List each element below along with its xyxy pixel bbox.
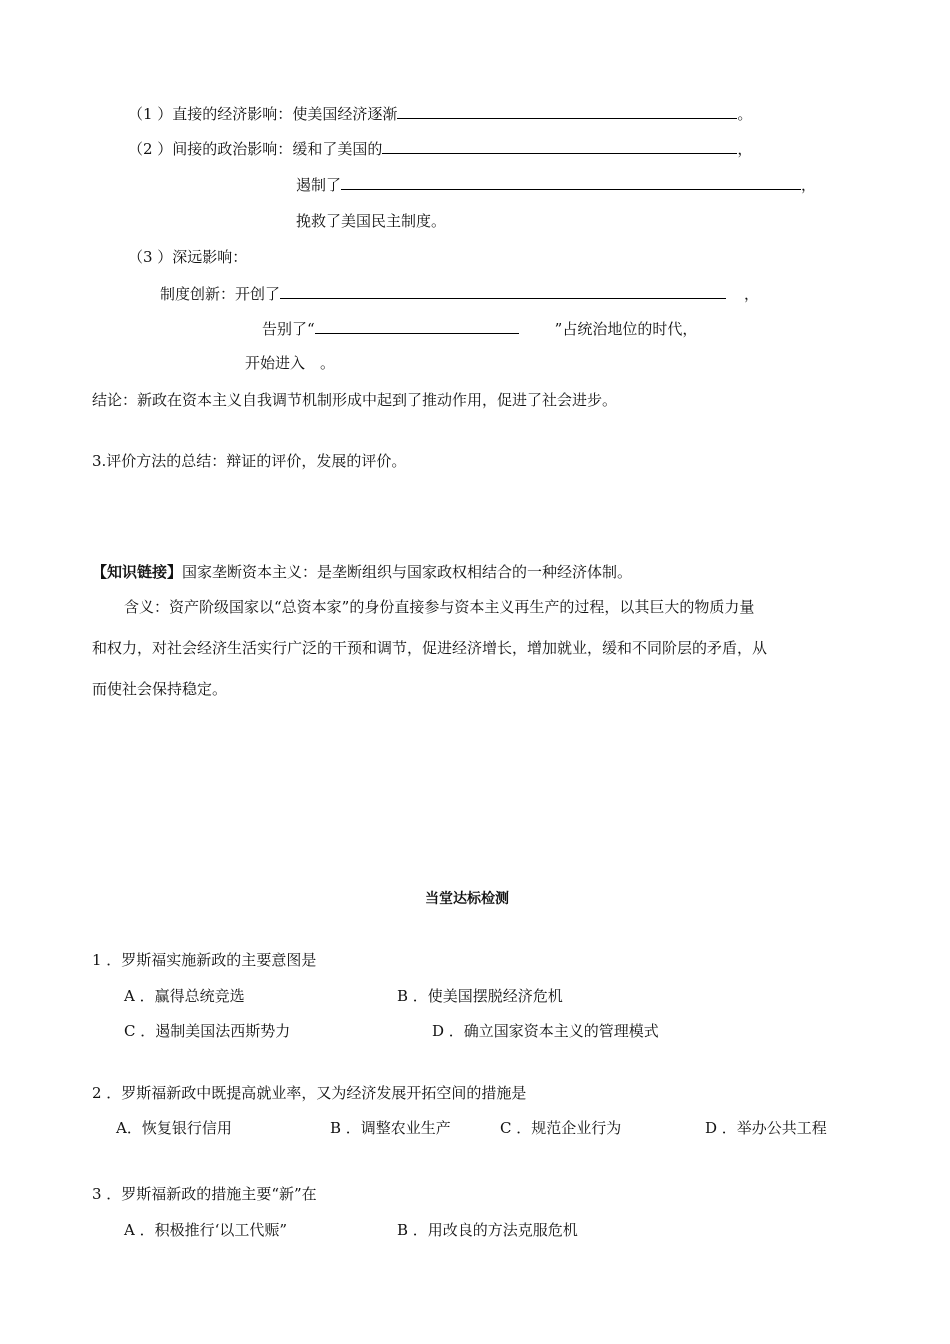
question-1-option-b[interactable]: B ．使美国摆脱经济危机 (397, 987, 563, 1005)
answer-blank-1[interactable] (397, 103, 737, 119)
institution-line-2-label: 告别了“ (262, 320, 315, 338)
impact-item-2c: 挽救了美国民主制度。 (296, 212, 447, 230)
evaluation-method: 3.评价方法的总结：辩证的评价，发展的评价。 (92, 452, 407, 470)
question-1-option-d[interactable]: D ．确立国家资本主义的管理模式 (432, 1022, 659, 1040)
knowledge-meaning-line-3: 而使社会保持稳定。 (92, 680, 228, 698)
question-2-option-b[interactable]: B ．调整农业生产 (330, 1119, 451, 1137)
institution-line-1 (160, 283, 759, 304)
answer-blank-3[interactable] (341, 174, 801, 190)
impact-item-1-label: （1 ）直接的经济影响：使美国经济逐渐 (128, 105, 398, 123)
institution-line-1-label: 制度创新：开创了 (160, 285, 281, 303)
impact-item-2-label: （2 ）间接的政治影响：缓和了美国的 (128, 140, 383, 158)
impact-item-2b (296, 174, 816, 195)
institution-line-3: 开始进入 。 (245, 354, 336, 372)
impact-item-2 (128, 138, 752, 159)
institution-line-2 (262, 318, 697, 339)
impact-item-2-end: ， (737, 140, 753, 158)
question-3-stem: 3 ．罗斯福新政的措施主要“新”在 (92, 1185, 317, 1203)
question-1-stem: 1 ．罗斯福实施新政的主要意图是 (92, 951, 317, 969)
impact-item-1 (128, 103, 752, 124)
question-2-stem: 2 ．罗斯福新政中既提高就业率，又为经济发展开拓空间的措施是 (92, 1084, 527, 1102)
question-3-option-b[interactable]: B ．用改良的方法克服危机 (397, 1221, 578, 1239)
knowledge-link-text: 国家垄断资本主义：是垄断组织与国家政权相结合的一种经济体制。 (182, 563, 633, 581)
knowledge-link (92, 562, 632, 582)
answer-blank-2[interactable] (382, 138, 737, 154)
impact-item-2b-label: 遏制了 (296, 176, 342, 194)
conclusion: 结论：新政在资本主义自我调节机制形成中起到了推动作用，促进了社会进步。 (92, 391, 618, 409)
knowledge-meaning-line-1: 含义：资产阶级国家以“总资本家”的身份直接参与资本主义再生产的过程，以其巨大的物质力量 (124, 598, 755, 616)
answer-blank-5[interactable] (315, 318, 519, 334)
institution-line-2-end: ”占统治地位的时代， (554, 320, 698, 338)
impact-item-3: （3 ）深远影响： (128, 248, 248, 266)
question-2-option-a[interactable]: A．恢复银行信用 (116, 1119, 232, 1137)
impact-item-1-end: 。 (737, 105, 753, 123)
answer-blank-4[interactable] (280, 283, 726, 299)
question-1-option-c[interactable]: C ．遏制美国法西斯势力 (124, 1022, 291, 1040)
question-2-option-c[interactable]: C ．规范企业行为 (500, 1119, 622, 1137)
question-3-option-a[interactable]: A ．积极推行‘以工代赈” (124, 1221, 288, 1239)
knowledge-link-tag: 【知识链接】 (92, 563, 183, 581)
institution-line-1-end: ， (744, 285, 760, 303)
question-2-option-d[interactable]: D ．举办公共工程 (705, 1119, 827, 1137)
knowledge-meaning-line-2: 和权力，对社会经济生活实行广泛的干预和调节，促进经济增长，增加就业，缓和不同阶层的矛盾，从 (92, 639, 768, 657)
test-section-title: 当堂达标检测 (425, 891, 509, 907)
question-1-option-a[interactable]: A ．赢得总统竞选 (124, 987, 245, 1005)
impact-item-2b-end: ， (801, 176, 817, 194)
